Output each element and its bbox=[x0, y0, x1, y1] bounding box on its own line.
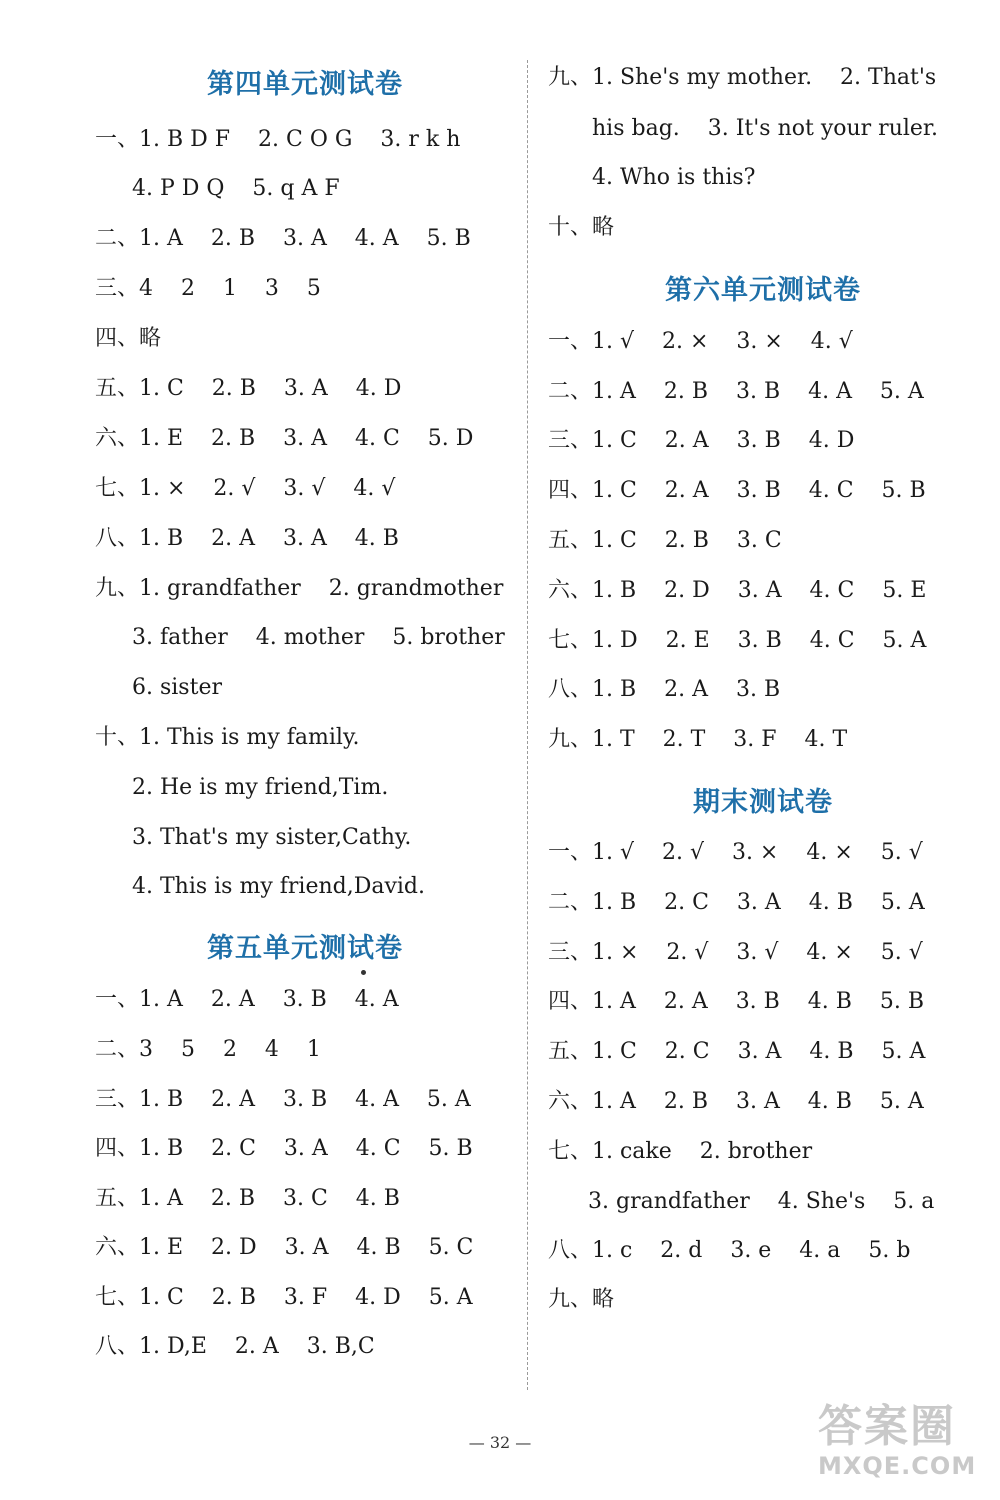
answer-line: 九、1. She's my mother. 2. That's bbox=[548, 65, 937, 90]
unit5-heading: 第五单元测试卷 bbox=[207, 933, 403, 964]
answer-line: 十、1. This is my family. bbox=[95, 725, 360, 750]
answer-line: 十、略 bbox=[548, 215, 615, 240]
answer-line: 二、1. B 2. C 3. A 4. B 5. A bbox=[548, 890, 925, 915]
answer-line: 六、1. A 2. B 3. A 4. B 5. A bbox=[548, 1089, 924, 1114]
answer-line: 六、1. E 2. D 3. A 4. B 5. C bbox=[95, 1235, 474, 1260]
answer-line: 七、1. cake 2. brother bbox=[548, 1139, 813, 1164]
answer-line: 3. grandfather 4. She's 5. a bbox=[588, 1189, 935, 1214]
answer-line: 3. That's my sister,Cathy. bbox=[132, 825, 412, 850]
answer-line: 三、1. B 2. A 3. B 4. A 5. A bbox=[95, 1087, 471, 1112]
column-divider bbox=[527, 60, 528, 1390]
answer-line: 九、1. T 2. T 3. F 4. T bbox=[548, 727, 848, 752]
answer-line: 一、1. A 2. A 3. B 4. A bbox=[95, 987, 399, 1012]
answer-line: 二、1. A 2. B 3. B 4. A 5. A bbox=[548, 379, 924, 404]
answer-line: 三、4 2 1 3 5 bbox=[95, 276, 321, 301]
answer-line: 八、1. B 2. A 3. A 4. B bbox=[95, 526, 399, 551]
answer-line: 四、1. B 2. C 3. A 4. C 5. B bbox=[95, 1136, 473, 1161]
answer-line: 八、1. B 2. A 3. B bbox=[548, 677, 781, 702]
answer-line: 2. He is my friend,Tim. bbox=[132, 775, 389, 800]
watermark-text: 答案圈 bbox=[818, 1401, 956, 1452]
answer-line: 一、1. √ 2. √ 3. × 4. × 5. √ bbox=[548, 840, 923, 865]
answer-line: 二、3 5 2 4 1 bbox=[95, 1037, 321, 1062]
answer-line: 七、1. D 2. E 3. B 4. C 5. A bbox=[548, 628, 927, 653]
answer-line: 八、1. c 2. d 3. e 4. a 5. b bbox=[548, 1238, 911, 1263]
answer-line: 三、1. × 2. √ 3. √ 4. × 5. √ bbox=[548, 940, 923, 965]
watermark-logo bbox=[818, 1402, 988, 1492]
answer-line: 五、1. A 2. B 3. C 4. B bbox=[95, 1186, 400, 1211]
answer-line: his bag. 3. It's not your ruler. bbox=[592, 116, 939, 141]
answer-line: 四、1. A 2. A 3. B 4. B 5. B bbox=[548, 989, 925, 1014]
answer-line: 四、略 bbox=[95, 326, 162, 351]
answer-line: 四、1. C 2. A 3. B 4. C 5. B bbox=[548, 478, 926, 503]
answer-line: 6. sister bbox=[132, 675, 222, 700]
answer-line: 三、1. C 2. A 3. B 4. D bbox=[548, 428, 855, 453]
ink-dot bbox=[361, 970, 366, 975]
answer-line: 五、1. C 2. C 3. A 4. B 5. A bbox=[548, 1039, 926, 1064]
answer-line: 一、1. √ 2. × 3. × 4. √ bbox=[548, 329, 853, 354]
answer-line: 4. Who is this? bbox=[592, 165, 756, 190]
answer-line: 七、1. × 2. √ 3. √ 4. √ bbox=[95, 476, 396, 501]
answer-line: 九、1. grandfather 2. grandmother bbox=[95, 576, 504, 601]
answer-line: 二、1. A 2. B 3. A 4. A 5. B bbox=[95, 226, 471, 251]
answer-line: 五、1. C 2. B 3. A 4. D bbox=[95, 376, 402, 401]
answer-line: 七、1. C 2. B 3. F 4. D 5. A bbox=[95, 1285, 473, 1310]
final-exam-heading: 期末测试卷 bbox=[693, 787, 833, 818]
answer-line: 六、1. E 2. B 3. A 4. C 5. D bbox=[95, 426, 474, 451]
answer-line: 八、1. D,E 2. A 3. B,C bbox=[95, 1334, 375, 1359]
unit4-heading: 第四单元测试卷 bbox=[207, 69, 403, 100]
answer-line: 五、1. C 2. B 3. C bbox=[548, 528, 782, 553]
watermark-url: MXQE.COM bbox=[818, 1452, 977, 1480]
answer-line: 六、1. B 2. D 3. A 4. C 5. E bbox=[548, 578, 927, 603]
answer-line: 一、1. B D F 2. C O G 3. r k h bbox=[95, 127, 461, 152]
answer-line: 4. P D Q 5. q A F bbox=[132, 176, 340, 201]
page-number: — 32 — bbox=[468, 1433, 532, 1452]
answer-line: 4. This is my friend,David. bbox=[132, 874, 426, 899]
unit6-heading: 第六单元测试卷 bbox=[665, 275, 861, 306]
answer-line: 九、略 bbox=[548, 1287, 615, 1312]
answer-line: 3. father 4. mother 5. brother bbox=[132, 625, 505, 650]
